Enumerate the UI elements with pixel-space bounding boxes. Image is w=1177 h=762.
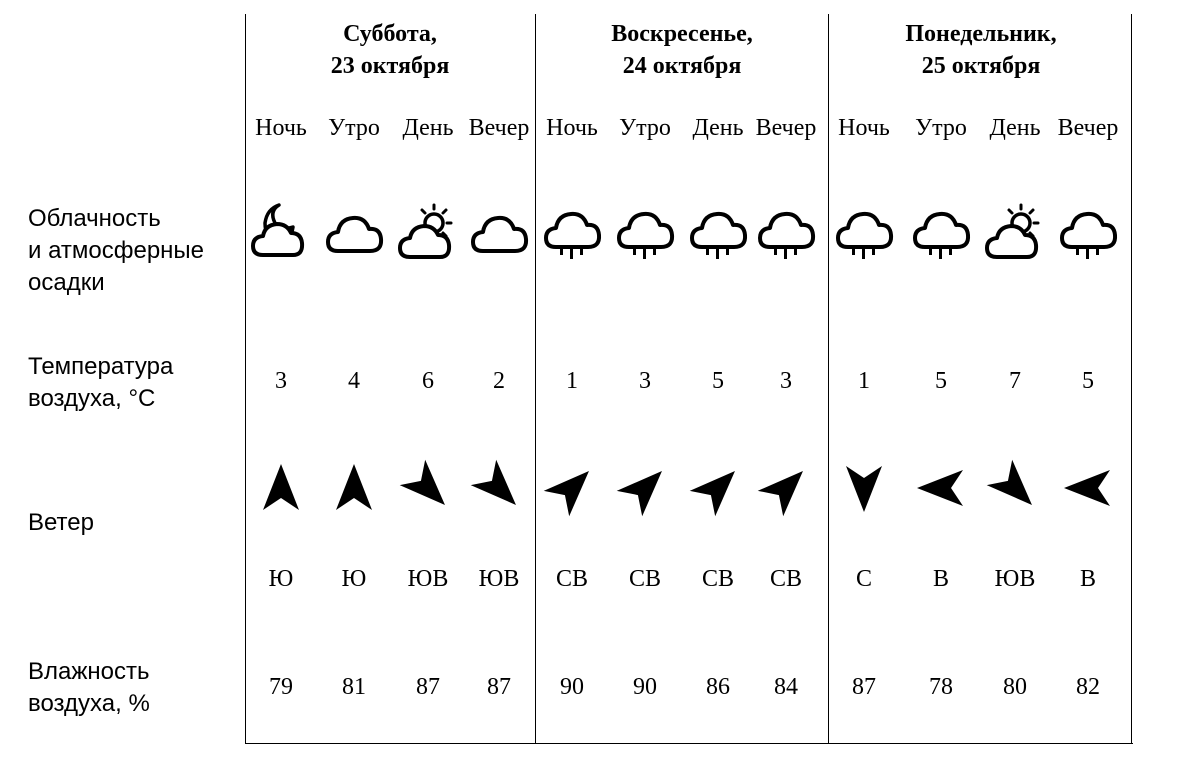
cloud-icon	[322, 201, 386, 265]
temperature-value: 6	[422, 368, 434, 394]
wind-arrow-icon	[544, 460, 600, 516]
wind-arrow-icon	[471, 460, 527, 516]
rain-cloud-icon	[613, 201, 677, 265]
humidity-value: 90	[560, 674, 584, 700]
wind-arrow-icon	[758, 460, 814, 516]
wind-direction: Ю	[268, 566, 294, 592]
sun-cloud-icon	[396, 201, 460, 265]
row-label-wind: Ветер	[28, 509, 94, 536]
humidity-value: 80	[1003, 674, 1027, 700]
period-label: День	[692, 115, 744, 141]
period-label: Вечер	[1057, 115, 1119, 141]
humidity-value: 81	[342, 674, 366, 700]
wind-direction: СВ	[701, 566, 734, 592]
wind-arrow-icon	[617, 460, 673, 516]
rain-cloud-icon	[832, 201, 896, 265]
rain-cloud-icon	[540, 201, 604, 265]
wind-direction: Ю	[341, 566, 367, 592]
humidity-value: 84	[774, 674, 798, 700]
humidity-value: 87	[416, 674, 440, 700]
wind-arrow-icon	[987, 460, 1043, 516]
wind-arrow-icon	[400, 460, 456, 516]
row-label-clouds: Облачность и атмосферные осадки	[28, 205, 205, 296]
temperature-value: 3	[275, 368, 287, 394]
wind-direction: ЮВ	[407, 566, 449, 592]
period-label: Ночь	[838, 115, 890, 141]
rain-cloud-icon	[1056, 201, 1120, 265]
cloud-icon	[467, 201, 531, 265]
period-label: Ночь	[546, 115, 598, 141]
temperature-value: 3	[639, 368, 651, 394]
wind-arrow-icon	[253, 460, 309, 516]
temperature-value: 1	[566, 368, 578, 394]
period-label: День	[989, 115, 1041, 141]
humidity-value: 79	[269, 674, 293, 700]
wind-arrow-icon	[690, 460, 746, 516]
temperature-value: 4	[348, 368, 360, 394]
period-label: Вечер	[468, 115, 530, 141]
table-border-bottom	[245, 743, 1133, 744]
wind-direction: СВ	[769, 566, 802, 592]
humidity-value: 87	[852, 674, 876, 700]
wind-arrow-icon	[326, 460, 382, 516]
humidity-value: 86	[706, 674, 730, 700]
temperature-value: 7	[1009, 368, 1021, 394]
sun-cloud-icon	[983, 201, 1047, 265]
wind-direction: СВ	[628, 566, 661, 592]
period-label: Ночь	[255, 115, 307, 141]
rain-cloud-icon	[754, 201, 818, 265]
wind-arrow-icon	[1060, 460, 1116, 516]
day-header: Суббота, 23 октября	[330, 21, 450, 79]
temperature-value: 1	[858, 368, 870, 394]
wind-direction: В	[1079, 566, 1096, 592]
wind-direction: ЮВ	[478, 566, 520, 592]
temperature-value: 5	[1082, 368, 1094, 394]
humidity-value: 90	[633, 674, 657, 700]
period-label: Утро	[619, 115, 671, 141]
moon-cloud-icon	[249, 201, 313, 265]
wind-direction: В	[932, 566, 949, 592]
row-label-humidity: Влажность воздуха, %	[28, 658, 150, 717]
rain-cloud-icon	[909, 201, 973, 265]
period-label: Вечер	[755, 115, 817, 141]
day-header: Понедельник, 25 октября	[905, 21, 1057, 79]
row-label-temperature: Температура воздуха, °С	[28, 353, 174, 412]
period-label: Утро	[328, 115, 380, 141]
period-label: Утро	[915, 115, 967, 141]
wind-arrow-icon	[913, 460, 969, 516]
humidity-value: 87	[487, 674, 511, 700]
table-border-right	[1131, 14, 1132, 744]
temperature-value: 3	[780, 368, 792, 394]
temperature-value: 2	[493, 368, 505, 394]
period-label: День	[402, 115, 454, 141]
humidity-value: 78	[929, 674, 953, 700]
humidity-value: 82	[1076, 674, 1100, 700]
wind-direction: СВ	[555, 566, 588, 592]
wind-direction: ЮВ	[994, 566, 1036, 592]
wind-arrow-icon	[836, 460, 892, 516]
temperature-value: 5	[712, 368, 724, 394]
day-header: Воскресенье, 24 октября	[611, 21, 753, 79]
temperature-value: 5	[935, 368, 947, 394]
wind-direction: С	[855, 566, 872, 592]
rain-cloud-icon	[686, 201, 750, 265]
